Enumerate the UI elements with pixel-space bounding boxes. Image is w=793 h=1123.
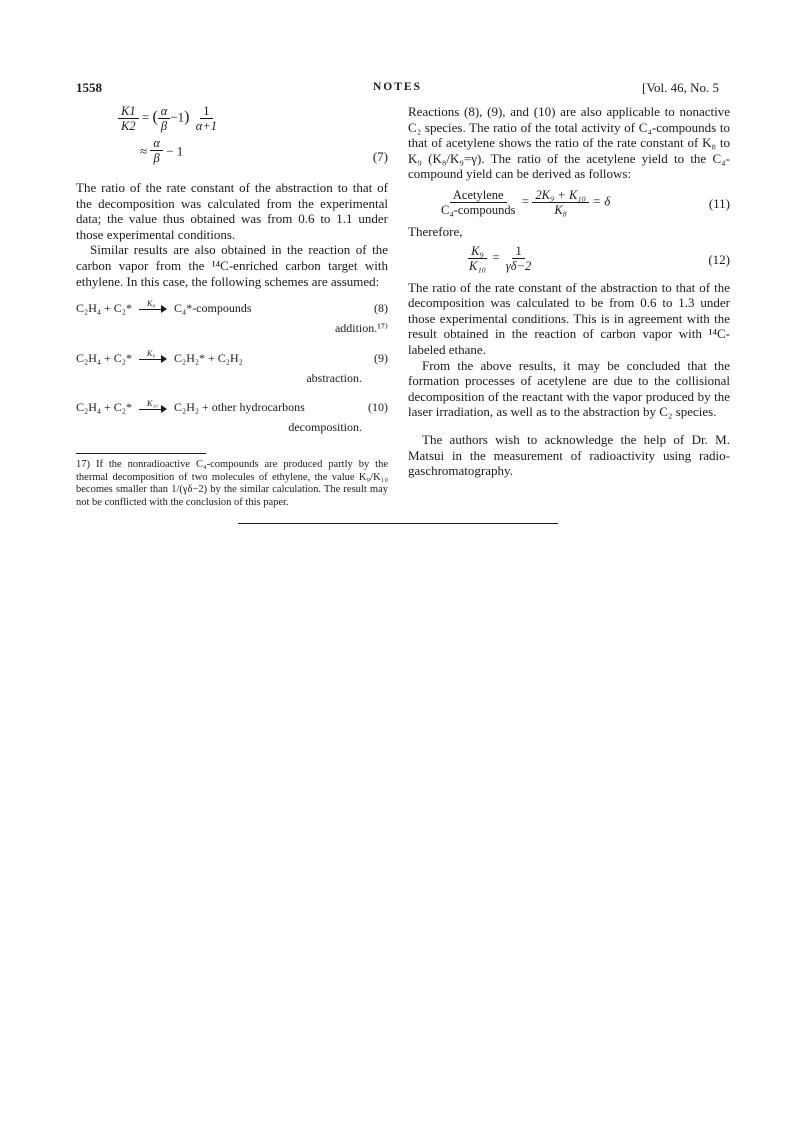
eq7-alpha-2: α bbox=[150, 136, 163, 151]
end-rule bbox=[238, 523, 558, 524]
eq7-beta-2: β bbox=[153, 151, 160, 165]
eq7-rhs bbox=[193, 104, 220, 133]
reaction-8 bbox=[76, 301, 388, 337]
reaction-rhs: C₂H₂ + other hydrocarbons bbox=[174, 400, 305, 415]
eq12-num1: K₉ bbox=[468, 244, 487, 259]
rate-constant: K₈ bbox=[147, 299, 156, 309]
eq-number: (8) bbox=[374, 301, 388, 316]
reaction-rhs: C₂H₂* + C₂H₂ bbox=[174, 350, 243, 365]
eq7-minus-one: − 1 bbox=[166, 143, 184, 159]
equation-7: $\frac{K1}{K2}$ = ( $\frac{\alpha}{\beta}$ −1) $\frac{1}{\alpha+1}$ ≈ $\frac{\alpha}{\beta}$ − 1 (7) bbox=[76, 104, 388, 160]
page-number: 1558 bbox=[76, 80, 102, 95]
reaction-label: addition.¹⁷⁾ bbox=[334, 321, 388, 336]
eq11-den1: C₄-compounds bbox=[441, 202, 516, 217]
eq12-rhs bbox=[503, 244, 534, 273]
eq7-lhs bbox=[118, 104, 139, 133]
footnote-rule bbox=[76, 453, 206, 454]
eq7-beta: β bbox=[160, 119, 168, 133]
reaction-lhs: C₂H₄ + C₂* bbox=[76, 350, 132, 365]
right-column bbox=[408, 104, 730, 479]
reaction-label: abstraction. bbox=[306, 370, 362, 385]
eq11-lhs bbox=[438, 188, 519, 217]
eq12-lhs bbox=[466, 244, 489, 273]
eq7-lhs-num: K1 bbox=[118, 104, 139, 119]
rate-constant: K₉ bbox=[147, 349, 156, 358]
reaction-label: decomposition. bbox=[288, 420, 362, 435]
eq11-num1: Acetylene bbox=[450, 188, 507, 203]
eq-number: (10) bbox=[368, 400, 388, 415]
paragraph: Reactions (8), (9), and (10) are also applicable to nonactive C₂ species. The ratio of the total activity of C₄-compounds to that of acetylene shows the ratio of the rate constant of K₈ to K₉ (K₈/K₉=γ). The ratio of the acetylene yield to the C₄-compound yield can be derived as follows: bbox=[408, 104, 730, 182]
volume-label: [Vol. 46, No. 5 bbox=[642, 80, 720, 95]
eq12-den1: K₁₀ bbox=[469, 258, 487, 273]
eq11-rhs bbox=[532, 188, 589, 217]
eq12-num2: 1 bbox=[512, 244, 524, 259]
eq7-lhs-den: K2 bbox=[121, 119, 136, 133]
reaction-10 bbox=[76, 400, 388, 436]
eq7-alpha-plus-1: α+1 bbox=[195, 119, 217, 133]
eq7-approx: ≈ bbox=[140, 143, 148, 159]
paragraph: Therefore, bbox=[408, 223, 463, 239]
footnote-17: 17) If the nonradioactive C₄-compounds are produced partly by the thermal decomposition of two molecules of ethylene, the value K₉/K₁₀ becomes smaller than 1/(γδ−2) by the similar calculation. The result may not be conflicted with the conclusion of this paper. bbox=[76, 459, 388, 508]
eq12-den2: γδ−2 bbox=[505, 258, 532, 273]
paragraph: The ratio of the rate constant of the abstraction to that of the decomposition was calculated to be from 0.6 to 1.3 under those experimental conditions. This is in agreement with the result obtained in the reaction of carbon vapor with ¹⁴C-labeled ethane. bbox=[408, 279, 730, 357]
eq11-number: (11) bbox=[708, 195, 730, 211]
eq7-alpha-beta bbox=[158, 104, 171, 133]
running-title: NOTES bbox=[373, 81, 422, 93]
eq7-number: (7) bbox=[372, 149, 388, 164]
eq-number: (9) bbox=[374, 350, 388, 365]
reaction-rhs: C₄*-compounds bbox=[174, 301, 252, 316]
equation-11: $\frac{\text{Acetylene}}{\text{C₄-compounds}}$ = $\frac{\text{2K₉ + K₁₀}}{\text{K₈}}$ = δ (11) bbox=[408, 186, 730, 222]
eq11-result: = δ bbox=[592, 193, 611, 209]
equation-12: $\frac{\text{K₉}}{\text{K₁₀}}$ = $\frac{1}{\gamma\delta-2}$ (12) bbox=[408, 242, 730, 280]
eq11-den2: K₈ bbox=[554, 202, 568, 217]
eq7-approx-frac bbox=[150, 136, 163, 165]
eq11-num2: 2K₉ + K₁₀ bbox=[532, 188, 589, 203]
left-column bbox=[76, 104, 388, 436]
reaction-lhs: C₂H₄ + C₂* bbox=[76, 301, 132, 316]
eq12-number: (12) bbox=[708, 251, 730, 267]
paragraph: Similar results are also obtained in the reaction of the carbon vapor from the ¹⁴C-enriched carbon target with ethylene. In this case, the following schemes are assumed: bbox=[76, 242, 388, 289]
paragraph: The ratio of the rate constant of the abstraction to that of the decomposition was calculated from the experimental data; the value thus obtained was from 0.6 to 1.1 under those experimental conditions. bbox=[76, 180, 388, 242]
paragraph: From the above results, it may be concluded that the formation processes of acetylene are due to the collisional decomposition of the reactant with the vapor produced by the laser irradiation, as well as to the abstraction by C₂ species. bbox=[408, 357, 730, 420]
reaction-lhs: C₂H₄ + C₂* bbox=[76, 400, 132, 415]
eq7-one: 1 bbox=[200, 104, 212, 119]
reaction-9 bbox=[76, 351, 388, 387]
acknowledgement: The authors wish to acknowledge the help of Dr. M. Matsui in the measurement of radioactivity using radio-gaschromatography. bbox=[408, 431, 730, 479]
rate-constant: K₁₀ bbox=[147, 398, 158, 408]
eq7-alpha: α bbox=[158, 104, 171, 119]
